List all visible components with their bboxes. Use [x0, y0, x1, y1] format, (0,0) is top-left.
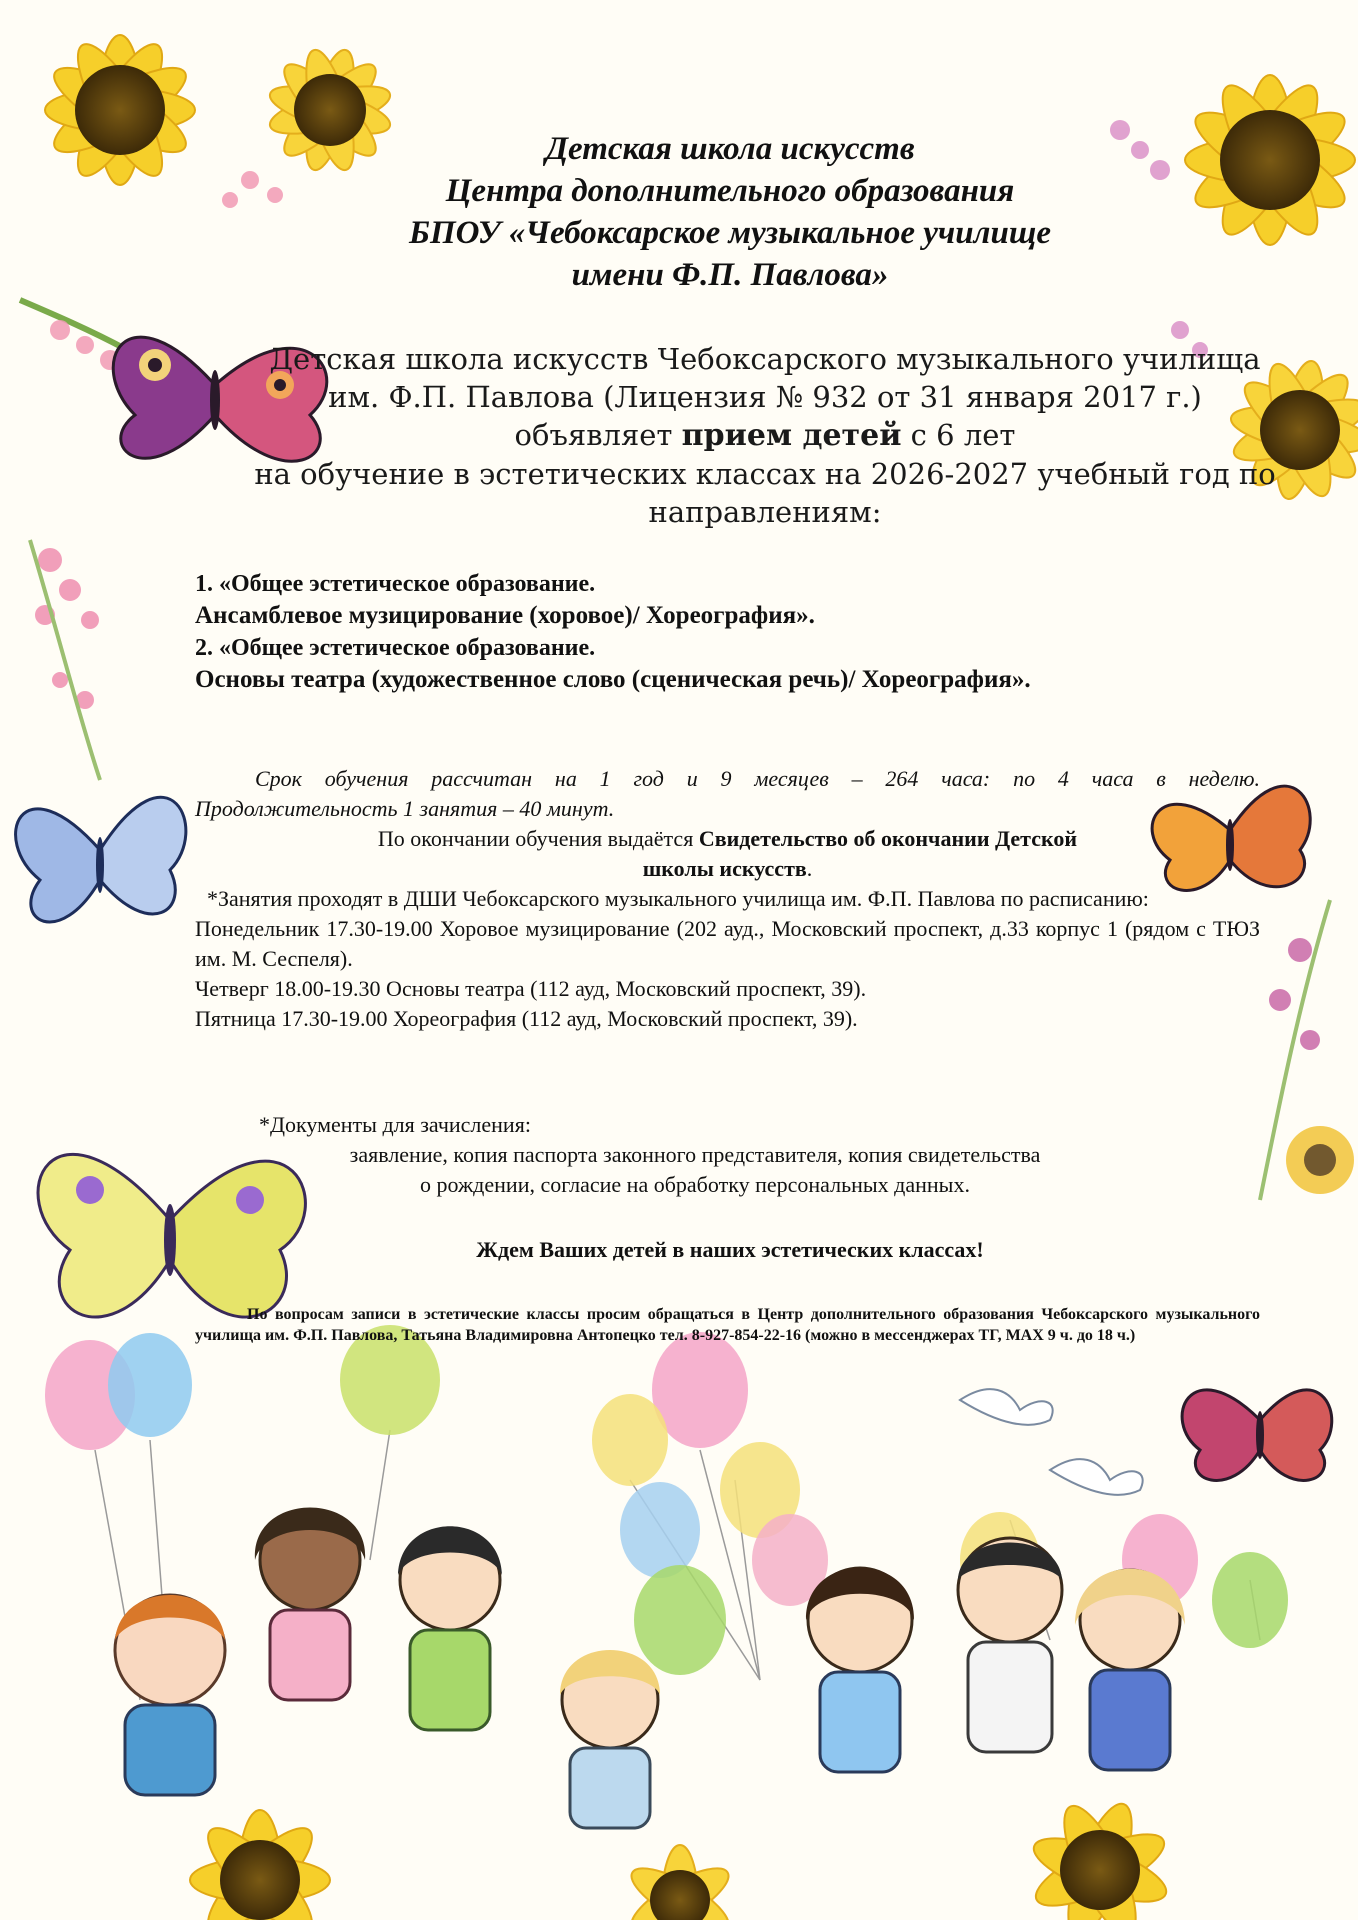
program-1-title: 1. «Общее эстетическое образование.: [195, 571, 596, 597]
enrollment-documents: [195, 1110, 1195, 1200]
schedule-monday: Понедельник 17.30-19.00 Хоровое музицирование (202 ауд., Московский проспект, д.33 корпус 1 (рядом с ТЮЗ им. М. Сеспеля).: [195, 916, 1260, 971]
contact-text: По вопросам записи в эстетические классы просим обращаться в Центр дополнительного образования Чебоксарского музыкального училища им. Ф.П. Павлова, Татьяна Владимировна Антопецко тел. 8-927-854-22-16 (можно в мессенджерах ТГ, МАХ 9 ч. до 18 ч.): [195, 1306, 1260, 1344]
announcement-line-4: на обучение в эстетических классах на 2026-2027 учебный год по: [254, 457, 1276, 491]
documents-title: *Документы для зачисления:: [259, 1112, 531, 1137]
certificate-prefix: По окончании обучения выдаётся: [377, 826, 699, 851]
announcement-line-5: направлениям:: [648, 495, 882, 529]
announcement-line-2: им. Ф.П. Павлова (Лицензия № 932 от 31 января 2017 г.): [328, 380, 1202, 414]
schedule-intro: *Занятия проходят в ДШИ Чебоксарского музыкального училища им. Ф.П. Павлова по расписанию:: [207, 886, 1149, 911]
header-line-4: имени Ф.П. Павлова»: [571, 257, 889, 293]
documents-line-1: заявление, копия паспорта законного представителя, копия свидетельства: [349, 1142, 1041, 1167]
program-list: [195, 568, 1275, 696]
documents-line-2: о рождении, согласие на обработку персональных данных.: [420, 1172, 970, 1197]
schedule-thursday: Четверг 18.00-19.30 Основы театра (112 ауд, Московский проспект, 39).: [195, 976, 867, 1001]
certificate-name-part-2: школы искусств: [642, 856, 807, 881]
program-2-title: 2. «Общее эстетическое образование.: [195, 635, 596, 661]
announcement-line-3-prefix: объявляет: [514, 418, 682, 452]
contact-info: [195, 1304, 1260, 1346]
announcement: [240, 340, 1290, 531]
certificate-line-2: [195, 854, 1260, 884]
announcement-line-3-suffix: с 6 лет: [901, 418, 1016, 452]
admission-highlight: прием детей: [681, 418, 902, 453]
program-1-subtitle: Ансамблевое музицирование (хоровое)/ Хореография».: [195, 602, 815, 629]
lesson-length: Продолжительность 1 занятия – 40 минут.: [195, 796, 615, 821]
header-line-1: Детская школа искусств: [545, 131, 915, 167]
header-line-3: БПОУ «Чебоксарское музыкальное училище: [409, 215, 1051, 251]
certificate-suffix: .: [806, 856, 813, 881]
certificate-name-part-1: Свидетельство об окончании Детской: [698, 826, 1078, 851]
announcement-line-3: [240, 416, 1290, 455]
program-2-subtitle: Основы театра (художественное слово (сценическая речь)/ Хореография».: [195, 666, 1031, 693]
schedule-friday: Пятница 17.30-19.00 Хореография (112 ауд, Московский проспект, 39).: [195, 1006, 858, 1031]
study-info: [195, 764, 1260, 1034]
closing-invitation: Ждем Ваших детей в наших эстетических классах!: [476, 1237, 984, 1262]
certificate-line-1: [195, 824, 1260, 854]
study-duration: Срок обучения рассчитан на 1 год и 9 месяцев – 264 часа: по 4 часа в неделю.: [255, 766, 1260, 791]
header-line-2: Центра дополнительного образования: [445, 173, 1015, 209]
header-title: [240, 128, 1220, 296]
announcement-line-1: Детская школа искусств Чебоксарского музыкального училища: [269, 342, 1261, 376]
